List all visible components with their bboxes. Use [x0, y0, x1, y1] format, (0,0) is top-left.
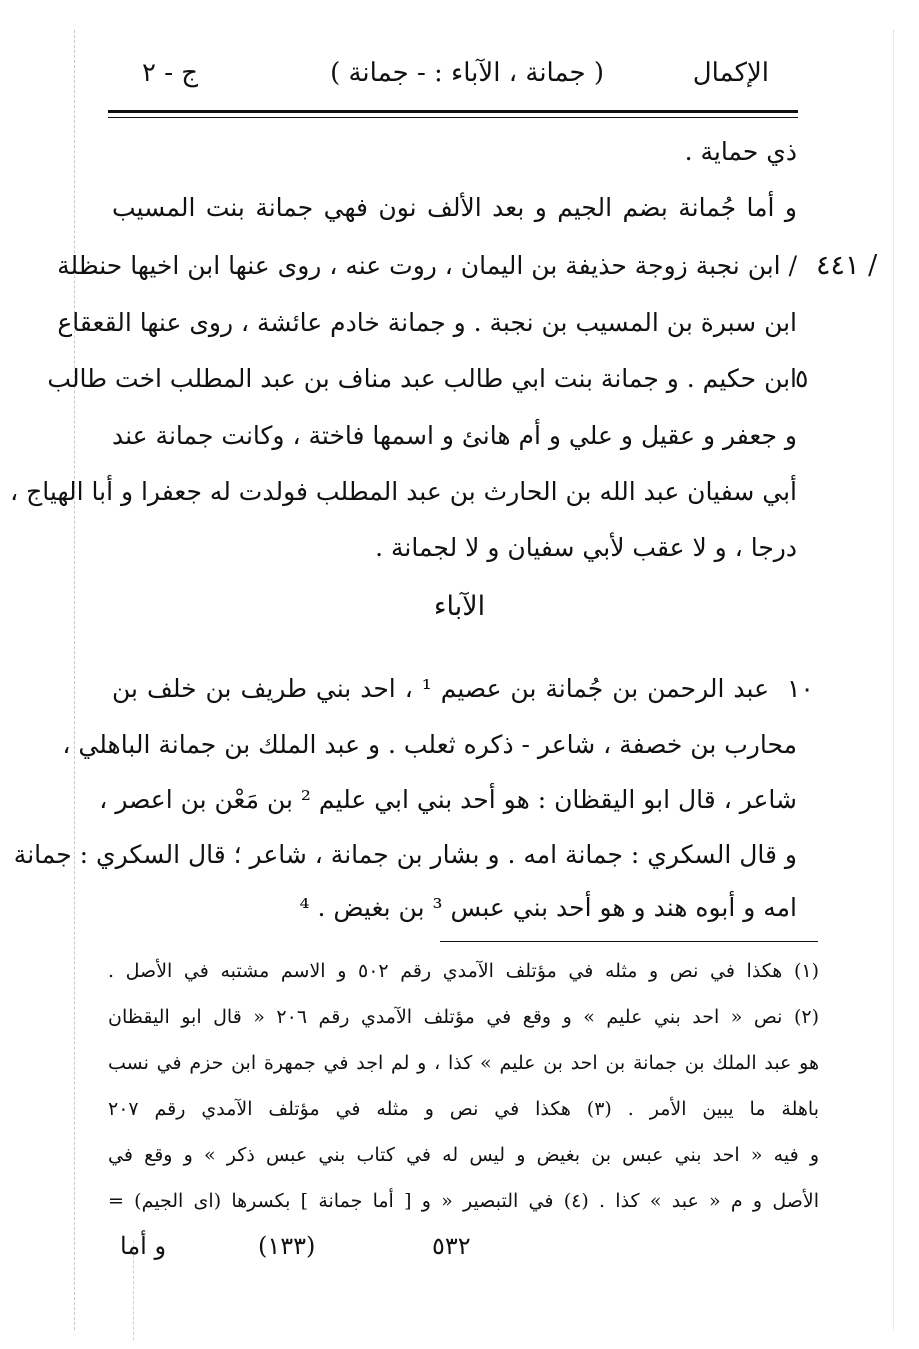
body-line-8: درجا ، و لا عقب لأبي سفيان و لا لجمانة . [375, 533, 797, 562]
footnote-line-6: الأصل و م « عبد » كذا . (٤) في التبصير « و [ أما جمانة ] بكسرها (اى الجيم) = [108, 1190, 820, 1212]
volume-label: ج - ٢ [142, 58, 199, 88]
body-line-6: و جعفر و عقيل و علي و أم هانئ و اسمها فاختة ، وكانت جمانة عند [112, 421, 797, 450]
body-line-2: و أما جُمانة بضم الجيم و بعد الألف نون فهي جمانة بنت المسيب [112, 193, 797, 222]
edge-margin-line [893, 30, 894, 1330]
body-line-5: ابن حكيم . و جمانة بنت ابي طالب عبد مناف بن عبد المطلب اخت طالب [47, 364, 797, 393]
section-line-2: محارب بن خصفة ، شاعر - ذكره ثعلب . و عبد الملك بن جمانة الباهلي ، [62, 730, 797, 759]
footnote-line-2: (٢) نص « احد بني عليم » و وقع في مؤتلف الآمدي رقم ٢٠٦ « قال ابو اليقظان [108, 1006, 819, 1028]
footnote-line-3: هو عبد الملك بن جمانة بن احد بن عليم » كذا ، و لم اجد في جمهرة ابن حزم في نسب [108, 1052, 819, 1074]
margin-page-reference: ٤٤١ / [816, 250, 878, 281]
footnote-line-1: (١) هكذا في نص و مثله في مؤتلف الآمدي رقم ٥٠٢ و الاسم مشتبه في الأصل . [108, 960, 819, 982]
binding-margin-line [74, 30, 75, 1330]
page-number: ٥٣٢ [432, 1232, 471, 1260]
running-title: ( جمانة ، الآباء : - جمانة ) [330, 58, 604, 88]
catchword: و أما [120, 1232, 167, 1260]
body-line-7: أبي سفيان عبد الله بن الحارث بن عبد المطلب فولدت له جعفرا و أبا الهياج ، [10, 477, 797, 506]
section-line-3: شاعر ، قال ابو اليقظان : هو أحد بني ابي عليم ² بن مَعْن بن اعصر ، [99, 785, 797, 814]
section-line-1: عبد الرحمن بن جُمانة بن عصيم ¹ ، احد بني طريف بن خلف بن [112, 674, 769, 703]
line-number-5: ٥ [795, 364, 809, 393]
section-line-5: امه و أبوه هند و هو أحد بني عبس ³ بن بغيض . ⁴ [299, 893, 797, 922]
section-heading: الآباء [433, 591, 486, 622]
book-title: الإكمال [692, 58, 769, 88]
header-rule [108, 110, 798, 113]
body-line-3: / ابن نجبة زوجة حذيفة بن اليمان ، روت عنه ، روى عنها ابن اخيها حنظلة [57, 251, 797, 280]
header-rule-thin [108, 117, 798, 118]
section-line-4: و قال السكري : جمانة امه . و بشار بن جمانة ، شاعر ؛ قال السكري : جمانة [13, 840, 797, 869]
page-bracket-number: (١٣٣) [258, 1232, 316, 1260]
footnote-rule [440, 941, 818, 942]
footnote-line-5: و فيه « احد بني عبس بن بغيض و ليس له في كتاب بني عبس ذكر » و وقع في [108, 1144, 819, 1166]
line-number-10: ١٠ [787, 674, 814, 703]
body-line-4: ابن سبرة بن المسيب بن نجبة . و جمانة خادم عائشة ، روى عنها القعقاع [57, 308, 797, 337]
body-line-1: ذي حماية . [684, 137, 797, 166]
footnote-line-4: باهلة ما يبين الأمر . (٣) هكذا في نص و مثله في مؤتلف الآمدي رقم ٢٠٧ [108, 1098, 819, 1120]
